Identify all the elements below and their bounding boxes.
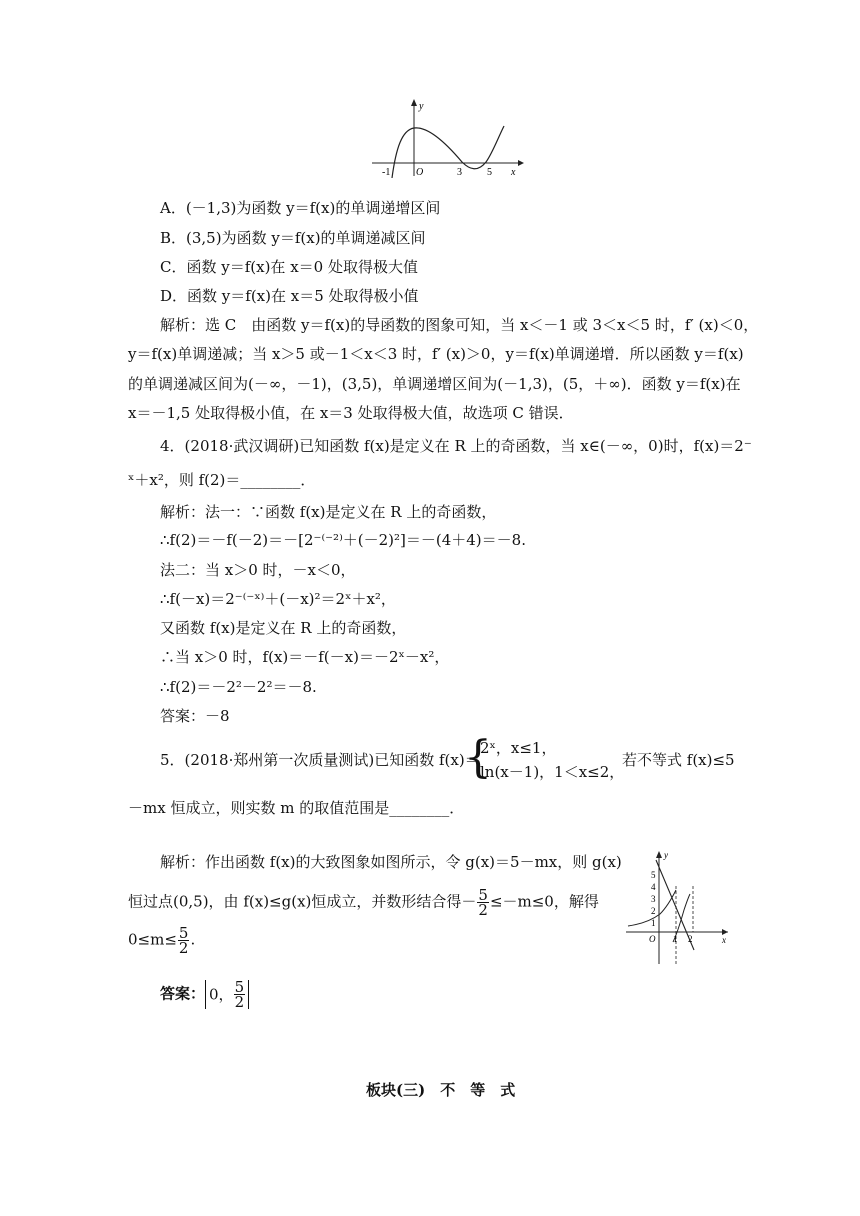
y-tick-label: 3 [651, 894, 656, 904]
analysis-line: 的单调递减区间为(－∞，－1)，(3,5)，单调递增区间为(－1,3)，(5，＋∞)．函数 y＝f(x)在 [128, 375, 741, 393]
answer-label: 答案： [160, 984, 206, 1003]
analysis-line: ∴f(2)＝－f(－2)＝－[2⁻⁽⁻²⁾＋(－2)²]＝－(4＋4)＝－8. [160, 531, 526, 549]
option-b: B．(3,5)为函数 y＝f(x)的单调递减区间 [160, 229, 426, 247]
y-tick-label: 2 [651, 906, 656, 916]
origin-label: O [649, 934, 656, 944]
x-tick-label: 1 [673, 934, 678, 944]
answer-5 [160, 980, 249, 1014]
fraction [477, 888, 489, 917]
question-5-cont: －mx 恒成立，则实数 m 的取值范围是________． [128, 799, 465, 817]
x-tick-label: 2 [688, 934, 693, 944]
analysis-line: x＝－1,5 处取得极小值，在 x＝3 处取得极大值，故选项 C 错误． [128, 404, 574, 422]
analysis-line: 解析：法一：∵函数 f(x)是定义在 R 上的奇函数， [160, 503, 497, 521]
analysis-line: ∴当 x＞0 时，f(x)＝－f(－x)＝－2ˣ－x²， [160, 648, 450, 666]
analysis-text: . [190, 930, 196, 949]
fraction-numerator: 5 [478, 886, 488, 904]
interval-start: 0， [209, 985, 234, 1004]
x-axis-label: x [722, 935, 726, 945]
analysis-text: 恒过点(0,5)，由 f(x)≤g(x)恒成立，并数形结合得－ [128, 892, 477, 911]
tick-label: 3 [457, 167, 462, 178]
option-a: A．(－1,3)为函数 y＝f(x)的单调递增区间 [160, 199, 441, 217]
analysis-line [128, 888, 599, 918]
piecewise-case-1: 2ˣ，x≤1， [480, 739, 557, 757]
origin-label: O [416, 167, 424, 178]
answer-4: 答案：－8 [160, 707, 230, 725]
section-title: 板块(三) 不 等 式 [366, 1081, 516, 1099]
fraction [178, 926, 190, 955]
tick-label: -1 [382, 167, 391, 178]
fraction [234, 980, 246, 1009]
analysis-line: y＝f(x)单调递减；当 x＞5 或－1＜x＜3 时，f′ (x)＞0，y＝f(x)单调递增．所以函数 y＝f(x) [128, 345, 744, 363]
analysis-line: 解析：选 C 由函数 y＝f(x)的导函数的图象可知，当 x＜－1 或 3＜x＜5 时，f′ (x)＜0， [160, 316, 759, 334]
question-5-suffix: 若不等式 f(x)≤5 [622, 751, 735, 769]
fraction-numerator: 5 [234, 978, 245, 996]
piecewise-case-2: ln(x－1)，1＜x≤2， [480, 763, 625, 781]
question-5-prefix: 5．(2018·郑州第一次质量测试)已知函数 f(x)＝ [160, 751, 480, 769]
analysis-line [128, 926, 195, 958]
question-4-cont: ˣ＋x²，则 f(2)＝________． [128, 471, 316, 489]
interval [205, 980, 249, 1009]
piecewise-brace: { [464, 732, 492, 783]
fraction-denominator: 2 [178, 939, 189, 957]
y-tick-label: 1 [651, 918, 656, 928]
question-4: 4．(2018·武汉调研)已知函数 f(x)是定义在 R 上的奇函数，当 x∈(－∞，0)时，f(x)＝2⁻ [160, 437, 752, 455]
analysis-line: ∴f(2)＝－2²－2²＝－8. [160, 678, 317, 696]
y-axis-label: y [419, 101, 424, 112]
tick-label: 5 [487, 167, 492, 178]
analysis-line: 解析：作出函数 f(x)的大致图象如图所示，令 g(x)＝5－mx，则 g(x) [160, 853, 622, 871]
y-tick-label: 4 [651, 882, 656, 892]
piecewise-graph [622, 846, 734, 968]
y-tick-label: 5 [651, 870, 656, 880]
fraction-denominator: 2 [478, 901, 488, 919]
analysis-line: ∴f(－x)＝2⁻⁽⁻ˣ⁾＋(－x)²＝2ˣ＋x²， [160, 590, 396, 608]
fraction-denominator: 2 [234, 993, 245, 1011]
x-axis-label: x [511, 167, 516, 178]
y-axis-label: y [664, 850, 668, 860]
option-d: D．函数 y＝f(x)在 x＝5 处取得极小值 [160, 287, 419, 305]
analysis-line: 法二：当 x＞0 时，－x＜0， [160, 561, 356, 579]
analysis-text: ≤－m≤0，解得 [489, 892, 599, 911]
analysis-line: 又函数 f(x)是定义在 R 上的奇函数， [160, 619, 407, 637]
fraction-numerator: 5 [178, 924, 189, 942]
analysis-text: 0≤m≤ [128, 930, 177, 949]
derivative-graph [368, 98, 524, 178]
option-c: C．函数 y＝f(x)在 x＝0 处取得极大值 [160, 258, 418, 276]
